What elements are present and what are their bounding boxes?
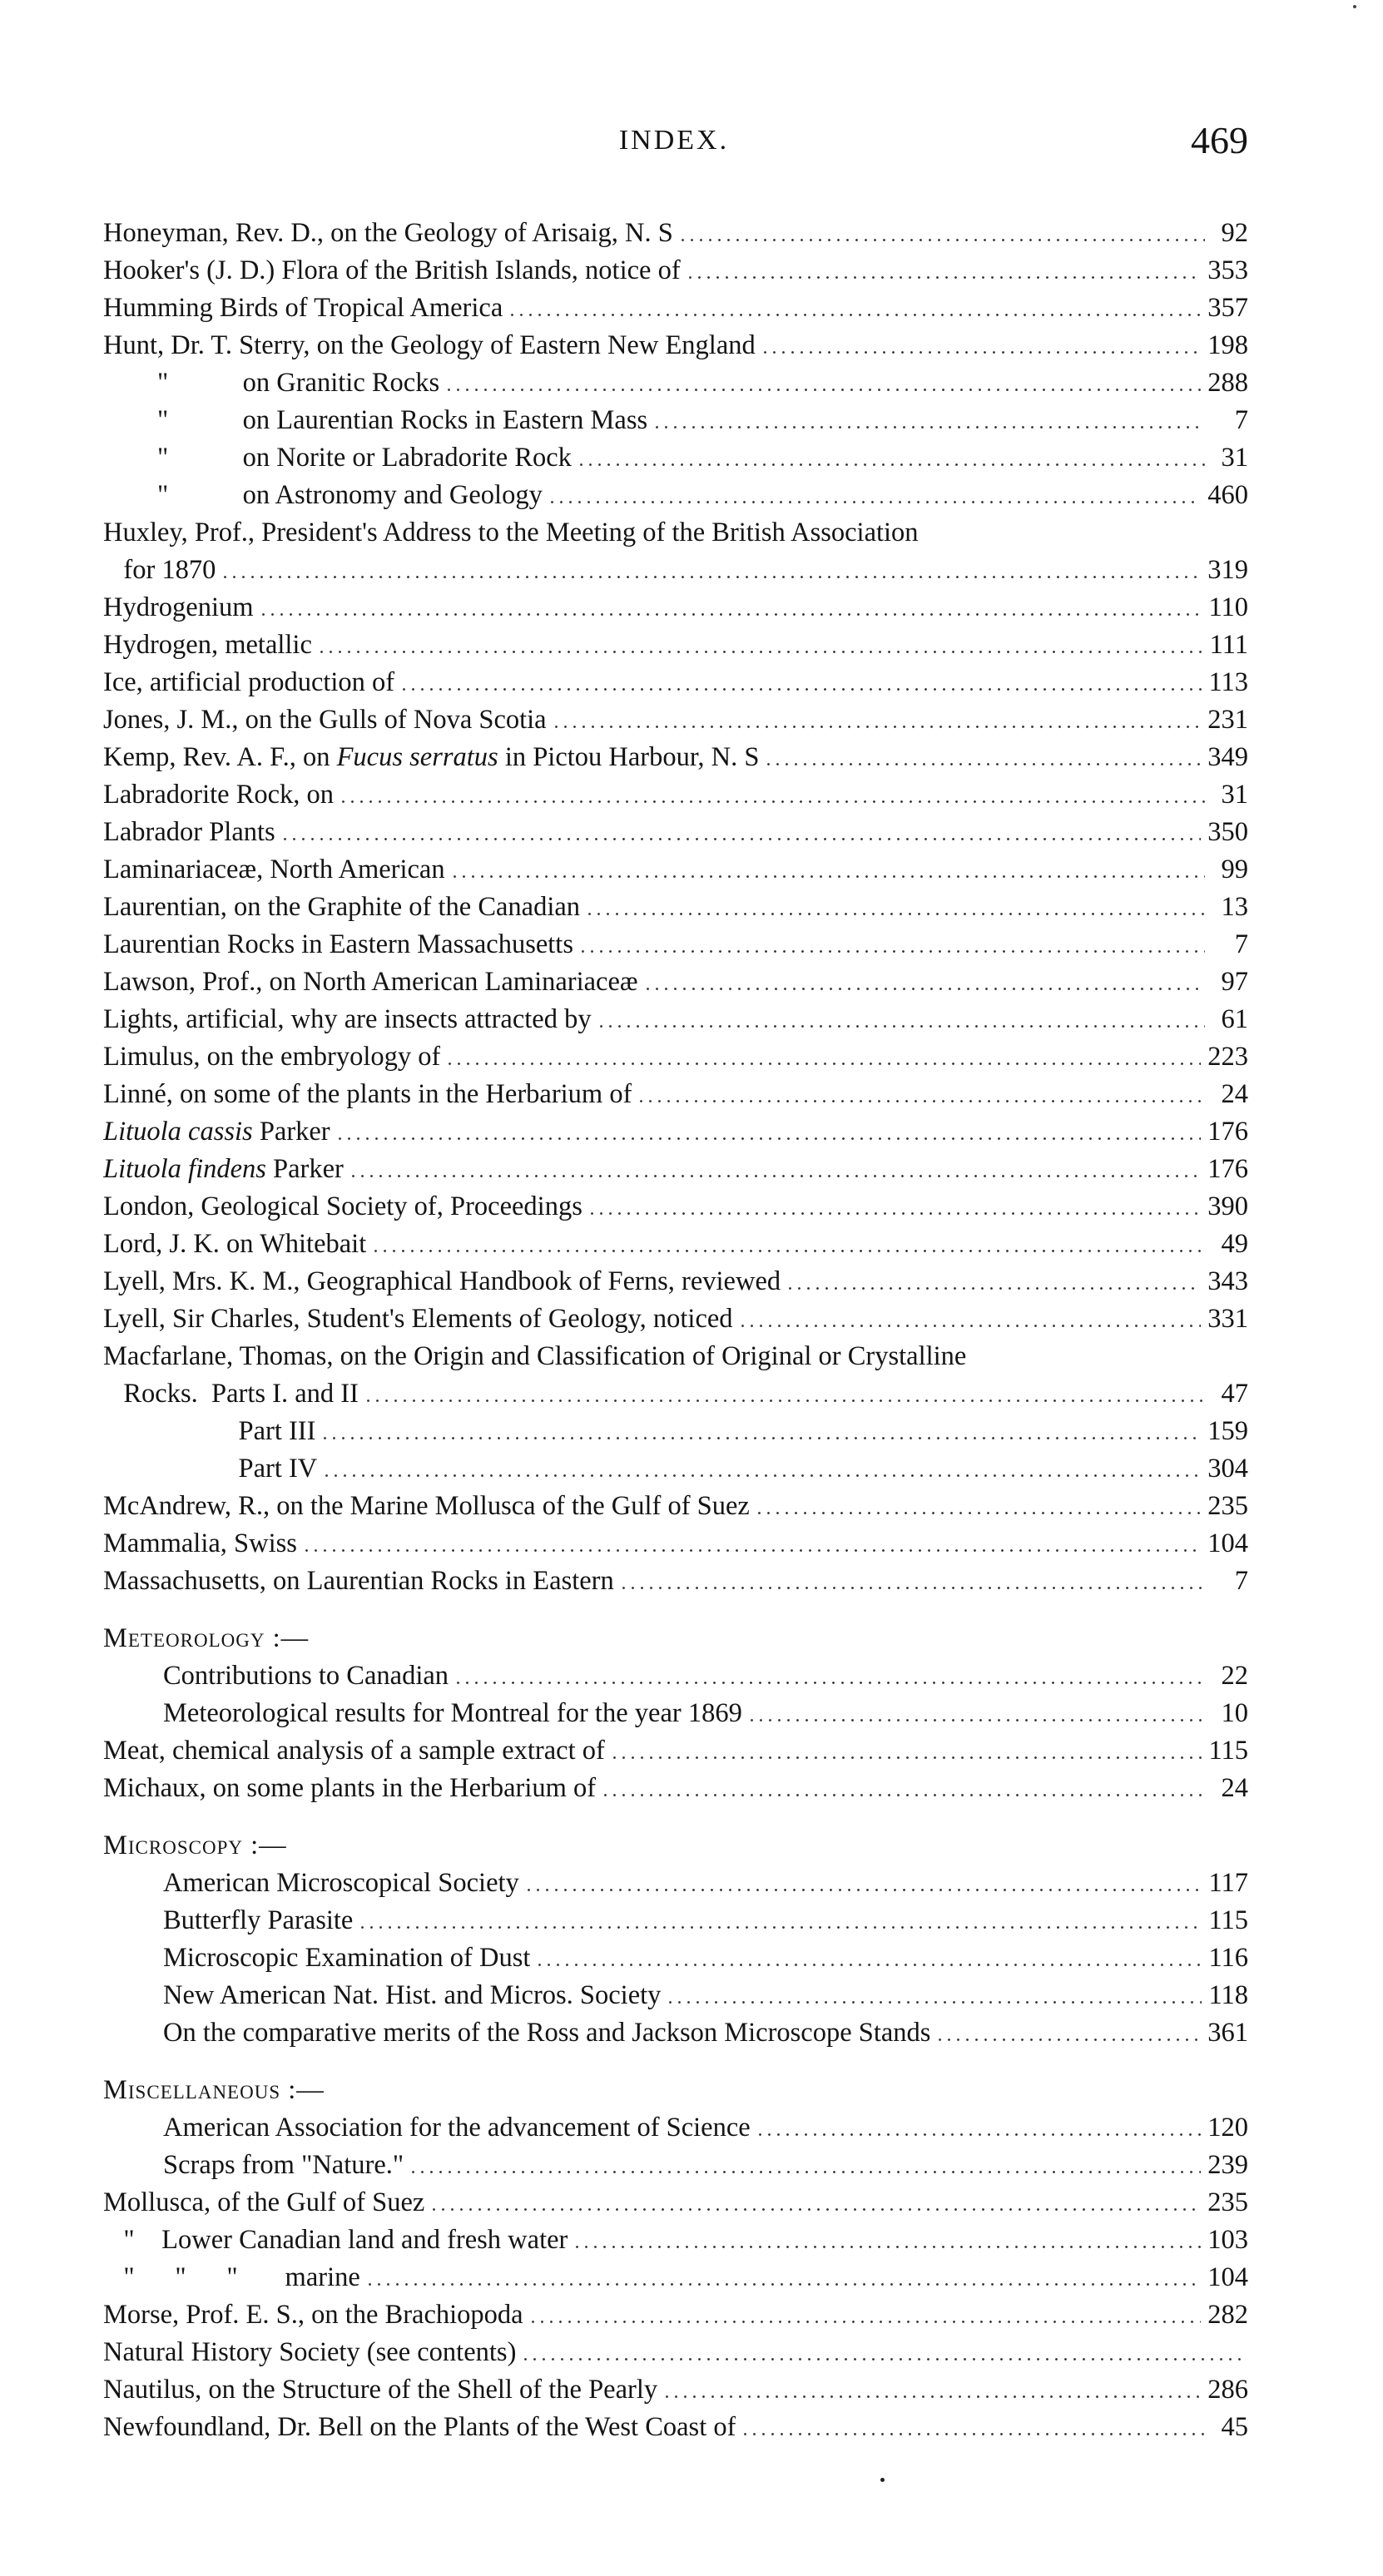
dot-leader <box>741 2433 1205 2435</box>
entry-text: " Lower Canadian land and fresh water <box>103 2225 568 2255</box>
entry-page-number: 113 <box>1208 667 1248 697</box>
dot-leader <box>597 1025 1205 1028</box>
dot-leader <box>755 1512 1201 1514</box>
entry-text: Laurentian Rocks in Eastern Massachusetts <box>103 929 573 959</box>
entry-text: Lord, J. K. on Whitebait <box>103 1229 367 1259</box>
entry-page-number: 361 <box>1207 2018 1248 2048</box>
entry-page-number: 7 <box>1234 929 1248 959</box>
footer-mark <box>880 2478 885 2482</box>
page-header <box>100 119 1248 175</box>
dot-leader <box>364 1399 1205 1402</box>
index-entry <box>103 1770 1248 1807</box>
dot-leader <box>409 2171 1201 2173</box>
entry-page-number: 350 <box>1207 817 1248 847</box>
index-entry <box>103 1525 1248 1563</box>
entry-text: Morse, Prof. E. S., on the Brachiopoda <box>103 2300 523 2330</box>
entry-text: Meat, chemical analysis of a sample extract of <box>103 1736 605 1766</box>
entry-text: " on Laurentian Rocks in Eastern Mass <box>103 405 648 435</box>
dot-leader <box>610 1756 1202 1759</box>
entry-page-number: 31 <box>1221 780 1248 810</box>
entry-text: Lyell, Mrs. K. M., Geographical Handbook of Ferns, reviewed <box>103 1266 781 1296</box>
index-entry <box>103 1375 1248 1413</box>
entry-text: Contributions to Canadian <box>163 1661 449 1691</box>
entry-text: Part IV <box>103 1454 318 1484</box>
index-entry <box>103 814 1248 851</box>
index-entry <box>103 1902 1248 1939</box>
index-entry <box>103 1151 1248 1188</box>
index-list <box>103 215 1248 2446</box>
entry-page-number: 231 <box>1207 705 1248 735</box>
index-entry <box>103 2371 1248 2409</box>
entry-text: " on Norite or Labradorite Rock <box>103 443 572 473</box>
dot-leader <box>445 1063 1201 1065</box>
entry-page-number: 223 <box>1207 1042 1248 1072</box>
entry-text: Humming Birds of Tropical America <box>103 293 503 323</box>
dot-leader <box>339 800 1205 803</box>
dot-leader <box>585 913 1205 915</box>
entry-page-number: 239 <box>1207 2150 1248 2180</box>
entry-page-number: 115 <box>1208 1905 1248 1935</box>
entry-page-number: 343 <box>1207 1266 1248 1296</box>
dot-leader <box>320 1437 1201 1439</box>
entry-text: Butterfly Parasite <box>163 1905 354 1935</box>
entry-page-number: 22 <box>1221 1661 1248 1691</box>
entry-text: Meteorological results for Montreal for the year 1869 <box>163 1698 742 1728</box>
index-entry <box>103 701 1248 739</box>
entry-text: On the comparative merits of the Ross and Jackson Microscope Stands <box>163 2018 931 2048</box>
dot-leader <box>652 426 1205 429</box>
index-entry <box>103 1657 1248 1695</box>
index-entry <box>103 1695 1248 1732</box>
entry-text: Laminariaceæ, North American <box>103 855 445 884</box>
dot-leader <box>365 2283 1201 2286</box>
entry-text: " on Granitic Rocks <box>103 368 440 398</box>
dot-leader <box>678 239 1205 241</box>
index-entry <box>103 2222 1248 2259</box>
entry-page-number: 110 <box>1208 592 1248 622</box>
entry-text: Microscopic Examination of Dust <box>163 1943 531 1973</box>
entry-text: Lyell, Sir Charles, Student's Elements of Geology, noticed <box>103 1304 733 1334</box>
index-entry <box>103 964 1248 1001</box>
entry-page-number: 282 <box>1207 2300 1248 2330</box>
entry-text: Nautilus, on the Structure of the Shell of the Pearly <box>103 2375 658 2405</box>
index-entry <box>103 402 1248 439</box>
dot-leader <box>371 1250 1205 1252</box>
index-entry <box>103 1413 1248 1450</box>
index-entry <box>103 589 1248 627</box>
entry-page-number: 24 <box>1221 1773 1248 1803</box>
entry-text: London, Geological Society of, Proceedings <box>103 1191 582 1221</box>
dot-leader <box>302 1549 1201 1552</box>
dot-leader <box>454 1682 1205 1684</box>
entry-text: Macfarlane, Thomas, on the Origin and Classification of Original or Crystalline <box>103 1341 967 1371</box>
entry-text: Natural History Society (see contents) <box>103 2337 517 2367</box>
index-entry <box>103 1188 1248 1226</box>
index-entry <box>103 1263 1248 1300</box>
dot-leader <box>786 1287 1201 1290</box>
index-entry <box>103 851 1248 889</box>
section-heading <box>103 1620 1248 1657</box>
entry-text: Scraps from "Nature." <box>163 2150 404 2180</box>
entry-page-number: 460 <box>1207 480 1248 510</box>
entry-text: for 1870 <box>103 555 216 585</box>
dot-leader <box>399 688 1202 691</box>
entry-text: Mammalia, Swiss <box>103 1528 297 1558</box>
entry-page-number: 288 <box>1207 368 1248 398</box>
dot-leader <box>280 838 1202 840</box>
index-entry <box>103 2147 1248 2184</box>
dot-leader <box>747 1719 1205 1721</box>
dot-leader <box>521 2358 1242 2361</box>
dot-leader <box>764 763 1201 765</box>
entry-text: Mollusca, of the Gulf of Suez <box>103 2187 425 2217</box>
entry-text: Part III <box>103 1416 316 1446</box>
entry-page-number: 235 <box>1207 1491 1248 1521</box>
dot-leader <box>259 613 1202 616</box>
index-entry <box>103 1300 1248 1338</box>
dot-leader <box>528 2321 1202 2323</box>
entry-text: Massachusetts, on Laurentian Rocks in Eastern <box>103 1566 614 1596</box>
dot-leader <box>221 576 1201 578</box>
dot-leader <box>535 1964 1202 1966</box>
entry-text: " " " marine <box>103 2262 360 2292</box>
index-entry <box>103 2184 1248 2222</box>
index-entry <box>103 664 1248 701</box>
index-entry <box>103 1226 1248 1263</box>
entry-text: Hydrogenium <box>103 592 254 622</box>
section-heading <box>103 2072 1248 2109</box>
dot-leader <box>429 2208 1201 2211</box>
running-title: INDEX. <box>618 125 730 156</box>
entry-text: Lituola findens Parker <box>103 1154 344 1184</box>
dot-leader <box>666 2001 1202 2004</box>
dot-leader <box>573 2246 1201 2248</box>
dot-leader <box>322 1474 1201 1477</box>
entry-text: American Microscopical Society <box>163 1868 519 1898</box>
entry-page-number: 176 <box>1207 1154 1248 1184</box>
dot-leader <box>935 2039 1201 2041</box>
index-entry <box>103 926 1248 964</box>
entry-page-number: 198 <box>1207 330 1248 360</box>
index-entry <box>103 2334 1248 2371</box>
entry-text: Honeyman, Rev. D., on the Geology of Arisaig, N. S <box>103 218 673 248</box>
entry-page-number: 111 <box>1209 630 1248 660</box>
dot-leader <box>601 1794 1205 1796</box>
index-entry <box>103 2109 1248 2147</box>
entry-text: Miscellaneous :— <box>103 2075 325 2105</box>
index-entry <box>103 627 1248 664</box>
dot-leader <box>587 1212 1201 1215</box>
entry-text: Michaux, on some plants in the Herbarium of <box>103 1773 597 1803</box>
index-entry <box>103 889 1248 926</box>
entry-text: Newfoundland, Dr. Bell on the Plants of the West Coast of <box>103 2412 736 2442</box>
entry-text: Kemp, Rev. A. F., on Fucus serratus in Pictou Harbour, N. S <box>103 742 760 772</box>
entry-page-number: 349 <box>1207 742 1248 772</box>
entry-page-number: 159 <box>1207 1416 1248 1446</box>
entry-page-number: 118 <box>1208 1980 1248 2010</box>
entry-page-number: 24 <box>1221 1079 1248 1109</box>
index-entry <box>103 2409 1248 2446</box>
entry-page-number: 176 <box>1207 1117 1248 1147</box>
index-entry <box>103 1450 1248 1488</box>
section-heading <box>103 1827 1248 1865</box>
entry-page-number: 117 <box>1208 1868 1248 1898</box>
entry-text: American Association for the advancement of Science <box>163 2113 751 2143</box>
entry-page-number: 31 <box>1221 443 1248 473</box>
index-entry <box>103 2296 1248 2334</box>
entry-page-number: 353 <box>1207 255 1248 285</box>
entry-page-number: 97 <box>1221 967 1248 997</box>
dot-leader <box>358 1926 1202 1929</box>
index-entry <box>103 1563 1248 1600</box>
entry-page-number: 7 <box>1234 405 1248 435</box>
entry-page-number: 103 <box>1207 2225 1248 2255</box>
dot-leader <box>444 389 1201 391</box>
dot-leader <box>643 988 1205 990</box>
index-entry <box>103 1038 1248 1076</box>
index-entry <box>103 215 1248 252</box>
dot-leader <box>552 726 1202 728</box>
entry-page-number: 7 <box>1234 1566 1248 1596</box>
entry-page-number: 61 <box>1221 1004 1248 1034</box>
entry-page-number: 13 <box>1221 892 1248 922</box>
entry-text: Laurentian, on the Graphite of the Canadian <box>103 892 581 922</box>
dot-leader <box>756 2133 1202 2136</box>
entry-page-number: 104 <box>1207 2262 1248 2292</box>
index-entry <box>103 1732 1248 1770</box>
index-entry <box>103 364 1248 402</box>
page-number: 469 <box>1191 119 1248 161</box>
dot-leader <box>450 875 1205 878</box>
entry-text: Hooker's (J. D.) Flora of the British Islands, notice of <box>103 255 681 285</box>
index-entry <box>103 1001 1248 1038</box>
dot-leader <box>524 1889 1202 1891</box>
index-entry <box>103 1076 1248 1113</box>
entry-text: Labrador Plants <box>103 817 275 847</box>
index-entry <box>103 2259 1248 2296</box>
dot-leader <box>637 1100 1205 1102</box>
entry-text: Meteorology :— <box>103 1623 310 1653</box>
entry-page-number: 47 <box>1221 1379 1248 1409</box>
entry-text: Microscopy :— <box>103 1830 287 1860</box>
index-entry <box>103 327 1248 364</box>
entry-page-number: 331 <box>1207 1304 1248 1334</box>
index-entry <box>103 2014 1248 2052</box>
dot-leader <box>317 651 1203 653</box>
entry-text: " on Astronomy and Geology <box>103 480 543 510</box>
entry-text: Linné, on some of the plants in the Herbarium of <box>103 1079 632 1109</box>
dot-leader <box>548 501 1201 503</box>
corner-mark <box>1353 5 1356 8</box>
index-entry <box>103 514 1248 552</box>
index-entry <box>103 1488 1248 1525</box>
dot-leader <box>738 1325 1202 1327</box>
entry-text: Ice, artificial production of <box>103 667 395 697</box>
entry-text: Huxley, Prof., President's Address to the Meeting of the British Association <box>103 518 919 547</box>
entry-text: Lituola cassis Parker <box>103 1117 330 1147</box>
index-entry <box>103 1338 1248 1375</box>
entry-text: Limulus, on the embryology of <box>103 1042 441 1072</box>
index-entry <box>103 477 1248 514</box>
entry-text: New American Nat. Hist. and Micros. Society <box>163 1980 662 2010</box>
index-entry <box>103 1939 1248 1977</box>
entry-page-number: 116 <box>1208 1943 1248 1973</box>
dot-leader <box>349 1175 1201 1177</box>
entry-page-number: 115 <box>1208 1736 1248 1766</box>
entry-page-number: 319 <box>1207 555 1248 585</box>
dot-leader <box>619 1587 1205 1589</box>
index-entry <box>103 739 1248 776</box>
index-entry <box>103 439 1248 477</box>
index-entry <box>103 290 1248 327</box>
entry-page-number: 304 <box>1207 1454 1248 1484</box>
dot-leader <box>578 950 1205 953</box>
entry-text: Hunt, Dr. T. Sterry, on the Geology of Eastern New England <box>103 330 756 360</box>
entry-page-number: 92 <box>1221 218 1248 248</box>
entry-page-number: 104 <box>1207 1528 1248 1558</box>
entry-page-number: 286 <box>1207 2375 1248 2405</box>
index-entry <box>103 552 1248 589</box>
dot-leader <box>508 314 1201 316</box>
index-entry <box>103 1977 1248 2014</box>
entry-page-number: 357 <box>1207 293 1248 323</box>
entry-text: Lights, artificial, why are insects attracted by <box>103 1004 592 1034</box>
entry-page-number: 10 <box>1221 1698 1248 1728</box>
dot-leader <box>335 1137 1202 1140</box>
entry-page-number: 99 <box>1221 855 1248 884</box>
entry-text: Labradorite Rock, on <box>103 780 335 810</box>
entry-text: Jones, J. M., on the Gulls of Nova Scotia <box>103 705 547 735</box>
entry-text: Lawson, Prof., on North American Laminariaceæ <box>103 967 638 997</box>
dot-leader <box>686 276 1202 279</box>
index-entry <box>103 1113 1248 1151</box>
dot-leader <box>761 351 1202 354</box>
entry-page-number: 45 <box>1221 2412 1248 2442</box>
index-entry <box>103 1865 1248 1902</box>
entry-text: McAndrew, R., on the Marine Mollusca of the Gulf of Suez <box>103 1491 750 1521</box>
entry-page-number: 390 <box>1207 1191 1248 1221</box>
entry-text: Rocks. Parts I. and II <box>103 1379 359 1409</box>
index-entry <box>103 252 1248 290</box>
entry-page-number: 235 <box>1207 2187 1248 2217</box>
index-entry <box>103 776 1248 814</box>
entry-page-number: 120 <box>1207 2113 1248 2143</box>
dot-leader <box>662 2395 1201 2398</box>
dot-leader <box>577 463 1205 466</box>
entry-page-number: 49 <box>1221 1229 1248 1259</box>
entry-text: Hydrogen, metallic <box>103 630 312 660</box>
